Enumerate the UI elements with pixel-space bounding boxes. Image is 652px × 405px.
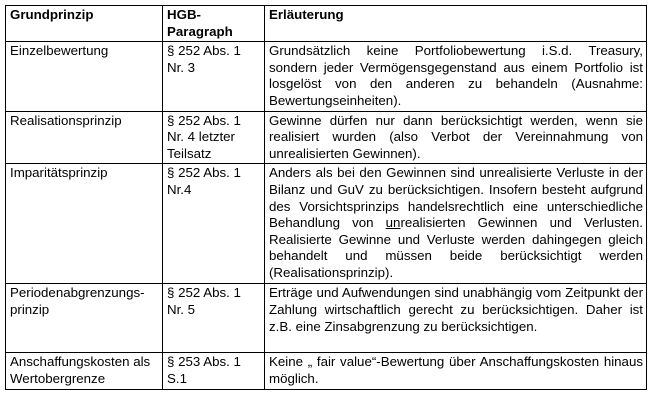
hgb-principles-table: [5, 5, 647, 390]
table-row: [6, 164, 647, 284]
explanation-cell: Grundsätzlich keine Portfoliobewertung i.S.d. Treasury, sondern jeder Vermögensgegenstand aus einem Portfolio ist losgelöst von den anderen zu behandeln (Ausnahme: Bewertungseinheiten).: [265, 42, 647, 111]
principle-cell: Realisationsprinzip: [6, 111, 163, 164]
hgb-principles-table-wrapper: [5, 5, 646, 390]
explanation-underlined-text: un: [385, 215, 401, 231]
table-row: [6, 111, 647, 164]
header-grundprinzip: Grundprinzip: [6, 6, 163, 42]
header-hgb-paragraph: HGB-Paragraph: [163, 6, 265, 42]
header-row: [6, 6, 647, 42]
explanation-text-part: realisierten Gewinnen und Verlusten. Realisierte Gewinne und Verluste werden dahingegen gleich behandelt und müssen beide berücksichtigt werden (Realisationsprinzip).: [269, 215, 643, 280]
explanation-text-part: Anders als bei den Gewinnen sind unrealisierte Verluste in der Bilanz und GuV zu berücksichtigen. Insofern besteht aufgrund des Vorsichtsprinzips handelsrechtlich eine unterschiedliche Behandlung von: [269, 165, 643, 231]
principle-cell: Imparitätsprinzip: [6, 164, 163, 284]
table-row: [6, 284, 647, 353]
table-row: [6, 42, 647, 111]
table-row: [6, 353, 647, 389]
principle-cell: Anschaffungskosten als Wertobergrenze: [6, 353, 163, 389]
header-erlaeuterung: Erläuterung: [265, 6, 647, 42]
principle-cell: Periodenabgrenzungs-prinzip: [6, 284, 163, 353]
explanation-cell: Erträge und Aufwendungen sind unabhängig vom Zeitpunkt der Zahlung wirtschaftlich gerecht zu berücksichtigen. Daher ist z.B. eine Zinsabgrenzung zu berücksichtigen.: [265, 284, 647, 353]
principle-cell: Einzelbewertung: [6, 42, 163, 111]
explanation-cell: [265, 164, 647, 284]
paragraph-cell: § 252 Abs. 1 Nr. 5: [163, 284, 265, 353]
explanation-cell: Gewinne dürfen nur dann berücksichtigt werden, wenn sie realisiert wurden (also Verbot der Vereinnahmung von unrealisierten Gewinnen).: [265, 111, 647, 164]
paragraph-cell: § 252 Abs. 1 Nr.4: [163, 164, 265, 284]
paragraph-cell: § 252 Abs. 1 Nr. 4 letzter Teilsatz: [163, 111, 265, 164]
paragraph-cell: § 253 Abs. 1 S.1: [163, 353, 265, 389]
explanation-cell: Keine „ fair value“-Bewertung über Anschaffungskosten hinaus möglich.: [265, 353, 647, 389]
paragraph-cell: § 252 Abs. 1 Nr. 3: [163, 42, 265, 111]
